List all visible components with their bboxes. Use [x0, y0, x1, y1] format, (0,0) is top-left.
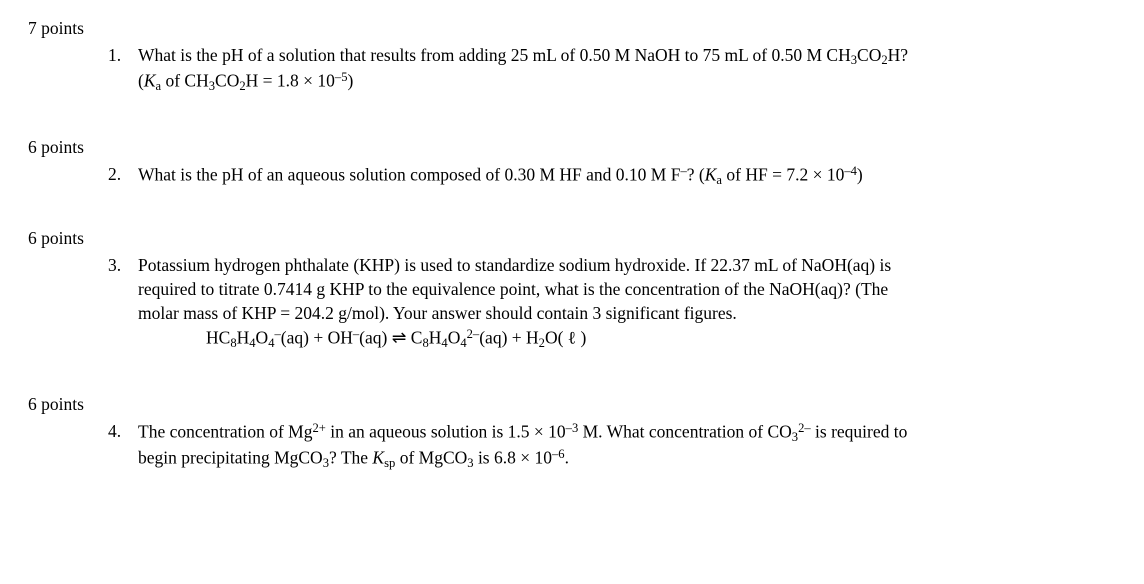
q1-l2-k: K	[143, 70, 156, 91]
question-block-1	[28, 18, 1120, 95]
question-number-2: 2.	[108, 163, 122, 184]
eq-h-sub: 4	[460, 336, 467, 351]
eq-c-sup: –	[274, 327, 281, 342]
eq-h-sup: 2–	[466, 327, 480, 342]
question-number-4: 4.	[108, 420, 122, 441]
q1-l2-d: H = 1.8 × 10	[245, 70, 335, 91]
q2-l1-sup2: –4	[844, 163, 857, 178]
q1-l2-ksub: a	[155, 78, 162, 93]
question-block-3	[28, 228, 1120, 352]
eq-d-sup: –	[352, 327, 360, 342]
q1-l2-c: CO	[215, 70, 240, 91]
question-block-4	[28, 394, 1120, 471]
question-text-4	[138, 420, 1120, 472]
q2-l1-b: ? (	[686, 164, 705, 185]
question-4-line-2	[138, 446, 1120, 472]
q4-l2-d: is 6.8 × 10	[473, 447, 552, 468]
q4-l2-k: K	[372, 447, 385, 468]
eq-i-sub: 2	[538, 336, 545, 351]
q4-l1-a: The concentration of Mg	[138, 421, 313, 442]
eq-i: (aq) + H	[479, 327, 539, 348]
q1-l2-b: of CH	[161, 70, 209, 91]
eq-f: C	[406, 327, 423, 348]
eq-a: HC	[206, 327, 231, 348]
q1-l2-sup: –5	[334, 70, 348, 85]
question-row-2	[28, 163, 1120, 189]
eq-a-sub: 8	[230, 336, 237, 351]
q4-l1-sub1: 3	[791, 429, 799, 444]
points-label-4: 6 points	[28, 394, 84, 415]
question-text-3	[138, 254, 1120, 352]
q4-l2-ksub: sp	[384, 455, 396, 470]
q4-l1-sup2: –3	[565, 420, 579, 435]
question-3-line-2: required to titrate 0.7414 g KHP to the equivalence point, what is the concentration of the NaOH(aq)? (The	[138, 278, 889, 299]
q2-l1-sup1: –	[680, 163, 687, 178]
question-3-line-1: Potassium hydrogen phthalate (KHP) is used to standardize sodium hydroxide. If 22.37 mL of NaOH(aq) is	[138, 255, 892, 276]
q1-l2-sub2: 2	[239, 78, 246, 93]
q2-l1-d: )	[856, 164, 863, 185]
q4-l1-b: in an aqueous solution is 1.5 × 10	[325, 421, 566, 442]
question-text-2	[138, 163, 1120, 189]
question-text-1	[138, 44, 1120, 95]
question-row-3	[28, 254, 1120, 352]
points-label-1: 7 points	[28, 18, 84, 38]
points-label-2: 6 points	[28, 136, 84, 157]
q2-l1-ksub: a	[716, 172, 723, 187]
spacer-3	[28, 352, 1120, 394]
q4-l2-a: begin precipitating MgCO	[138, 447, 323, 468]
eq-c: O	[255, 327, 269, 348]
q4-l2-b: ? The	[329, 447, 373, 468]
spacer-1	[28, 95, 1120, 137]
q2-l1-a: What is the pH of an aqueous solution composed of 0.30 M HF and 0.10 M F	[138, 164, 681, 185]
q4-l2-sub1: 3	[322, 455, 329, 470]
question-row-4	[28, 420, 1120, 472]
question-block-2	[28, 137, 1120, 189]
question-number-1: 1.	[108, 44, 122, 65]
q1-l2-a: (	[138, 70, 144, 91]
question-1-line-2	[138, 69, 1120, 95]
eq-h: O	[447, 327, 461, 348]
q1-l1-sub2: 2	[881, 53, 888, 68]
q4-l2-e: .	[564, 447, 569, 468]
q1-l1-b: CO	[857, 44, 882, 65]
question-number-3: 3.	[108, 255, 122, 276]
q4-l1-sup1: 2+	[312, 420, 326, 435]
q4-l2-sub2: 3	[467, 455, 474, 470]
q4-l1-d: is required to	[810, 421, 908, 442]
question-3-line-3: molar mass of KHP = 204.2 g/mol). Your answer should contain 3 significant figures.	[138, 302, 737, 323]
q4-l2-c: of MgCO	[395, 447, 468, 468]
eq-e: (aq)	[359, 327, 392, 348]
points-label-3: 6 points	[28, 228, 84, 249]
question-row-1	[28, 44, 1120, 95]
spacer-2	[28, 188, 1120, 228]
equilibrium-arrow-icon: ⇌	[391, 327, 407, 348]
question-2-line-1	[138, 163, 1120, 189]
eq-j: O( ℓ )	[544, 327, 587, 348]
question-1-line-1	[138, 44, 1120, 69]
q1-l1-c: H?	[887, 44, 909, 65]
question-4-line-1	[138, 420, 1120, 446]
eq-c-sub: 4	[268, 336, 275, 351]
q2-l1-k: K	[704, 164, 717, 185]
q1-l2-e: )	[347, 70, 354, 91]
eq-g-sub: 4	[441, 336, 448, 351]
q1-l2-sub1: 3	[208, 78, 216, 93]
eq-g: H	[428, 327, 442, 348]
eq-d: (aq) + OH	[280, 327, 353, 348]
q4-l1-sup3: 2–	[798, 420, 811, 435]
q1-l1-sub1: 3	[850, 53, 858, 68]
eq-f-sub: 8	[422, 336, 429, 351]
q4-l2-sup: –6	[551, 446, 565, 461]
q1-l1-a: What is the pH of a solution that results from adding 25 mL of 0.50 M NaOH to 75 mL of 0.50 M CH	[138, 44, 851, 65]
eq-b: H	[236, 327, 250, 348]
eq-b-sub: 4	[249, 336, 256, 351]
q4-l1-c: M. What concentration of CO	[578, 421, 792, 442]
q2-l1-c: of HF = 7.2 × 10	[722, 164, 845, 185]
question-3-equation	[138, 326, 1120, 352]
